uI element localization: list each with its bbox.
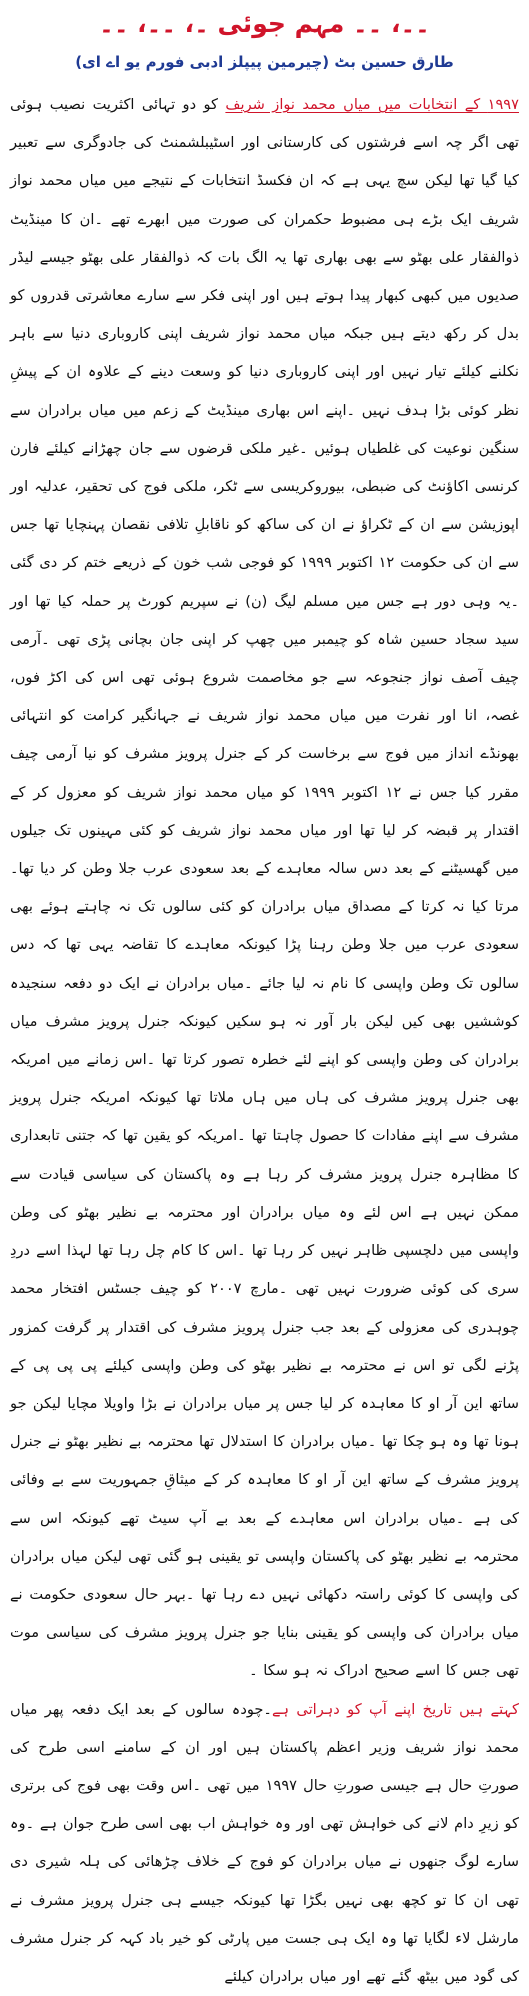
article-byline: طارق حسین بٹ (چیرمین پیپلز ادبی فورم یو اے ای) bbox=[75, 53, 454, 71]
paragraph-1-body: کو دو تہائی اکثریت نصیب ہوئی تھی اگر چہ اسے فرشتوں کی کارستانی اور اسٹیبلشمنٹ کی جادوگری سے تعبیر کیا گیا تھا لیکن سچ یہی ہے کہ ان فکسڈ انتخابات کے نتیجے میں میاں محمد نواز شریف ایک بڑے ہی مضبوط حکمران کی صورت میں ابھرے تھے ۔ان کا مینڈیٹ ذوالفقار علی بھٹو سے بھی بھاری تھا یہ الگ بات کہ ذوالفقار علی بھٹو جیسے لیڈر صدیوں میں کبھی کبھار پیدا ہوتے ہیں اور اپنی فکر سے سارے معاشرتی قدروں کو بدل کر رکھ دیتے ہیں جبکہ میاں محمد نواز شریف اپنی کاروباری دنیا سے باہر نکلنے کیلئے تیار نہیں اور اپنی کاروباری دنیا کو وسعت دینے کے علاوہ ان کے پیشِ نظر کوئی بڑا ہدف نہیں ۔اپنے اس بھاری مینڈیٹ کے زعم میں میاں برادران سے سنگین نوعیت کی غلطیاں ہوئیں ۔غیر ملکی قرضوں سے جان چھڑانے کیلئے فارن کرنسی اکاؤنٹ کی ضبطی، بیوروکریسی سے ٹکر، ملکی فوج کی تحقیر، عدلیہ اور اپوزیشن سے ان کے ٹکراؤ نے ان کی ساکھ کو ناقابلِ تلافی نقصان پہنچایا تھا جس سے ان کی حکومت ۱۲ اکتوبر ۱۹۹۹ کو فوجی شب خون کے ذریعے ختم کر دی گئی ۔یہ وہی دور ہے جس میں مسلم لیگ (ن) نے سپریم کورٹ پر حملہ کیا تھا اور سید سجاد حسین شاہ کو چیمبر میں چھپ کر اپنی جان بچانی پڑی تھی ۔آرمی چیف آصف نواز جنجوعہ سے جو مخاصمت شروع ہوئی تھی اس کی اکڑ فوں، غصہ، انا اور نفرت میں میاں محمد نواز شریف نے جہانگیر کرامت کو انتہائی بھونڈے انداز میں فوج سے برخاست کر کے جنرل پرویز مشرف کو نیا آرمی چیف مقرر کیا جس نے ۱۲ اکتوبر ۱۹۹۹ کو میاں محمد نواز شریف کو معزول کر کے اقتدار پر قبضہ کر لیا تھا اور میاں محمد نواز شریف کو کئی مہینوں تک جیلوں میں گھسیٹنے کے بعد دس سالہ معاہدے کے بعد سعودی عرب جلا وطن کر دیا تھا۔مرتا کیا نہ کرتا کے مصداق میاں برادران کو کئی سالوں تک نہ چاہتے ہوئے بھی سعودی عرب میں جلا وطن رہنا پڑا کیونکہ معاہدے کا تقاضہ یہی تھا کہ دس سالوں تک وطن واپسی کا نام نہ لیا جائے ۔میاں برادران نے ایک دو دفعہ سنجیدہ کوششیں بھی کیں لیکن بار آور نہ ہو سکیں کیونکہ جنرل پرویز مشرف میاں برادران کی وطن واپسی کو اپنے لئے خطرہ تصور کرتا تھا ۔اس زمانے میں امریکہ بھی جنرل پرویز مشرف کی ہاں میں ہاں ملاتا تھا کیونکہ امریکہ جنرل پرویز مشرف سے اپنے مفادات کا حصول چاہتا تھا ۔امریکہ کو یقین تھا کہ جتنی تابعداری کا مظاہرہ جنرل پرویز مشرف کر رہا ہے وہ پاکستان کی سیاسی قیادت سے ممکن نہیں ہے اس لئے وہ میاں برادران اور محترمہ بے نظیر بھٹو کی وطن واپسی میں دلچسپی ظاہر نہیں کر رہا تھا ۔اس کا کام چل رہا تھا لہذا اسے دردِ سری کی کوئی ضرورت نہیں تھی ۔مارچ ۲۰۰۷ کو چیف جسٹس افتخار محمد چوہدری کی معزولی کے بعد جب جنرل پرویز مشرف کی اقتدار پر گرفت کمزور پڑنے لگی تو اس نے محترمہ بے نظیر بھٹو کی وطن واپسی کیلئے پی پی پی کے ساتھ این آر او کا معاہدہ کر لیا جس پر میاں برادران نے بڑا واویلا مچایا لیکن جو ہونا تھا وہ ہو چکا تھا ۔میاں برادران کا استدلال تھا محترمہ بے نظیر بھٹو نے جنرل پرویز مشرف کے ساتھ این آر او کا معاہدہ کر کے میثاقِ جمہوریت سے بے وفائی کی ہے ۔میاں برادران اس معاہدے کے بعد بے آپ سیٹ تھے کیونکہ اس سے محترمہ بے نظیر بھٹو کی پاکستان واپسی تو یقینی ہو گئی تھی لیکن میاں برادران کی واپسی کا کوئی راستہ دکھائی نہیں دے رہا تھا ۔بہر حال سعودی حکومت نے میاں برادران کی واپسی کو یقینی بنایا جو جنرل پرویز مشرف کی سیاسی موت تھی جس کا اسے صحیح ادراک نہ ہو سکا ۔ bbox=[10, 96, 519, 1680]
article-paragraph-2 bbox=[10, 1691, 519, 1996]
paragraph-2-lead: کہتے ہیں تاریخ اپنے آپ کو دہراتی ہے bbox=[271, 1700, 519, 1718]
article-title: ۔۔، ۔۔ مہم جوئی ۔، ۔۔، ۔۔ bbox=[99, 9, 430, 38]
paragraph-2-body: ۔چودہ سالوں کے بعد ایک دفعہ پھر میاں محمد نواز شریف وزیر اعظم پاکستان ہیں اور ان کے سامنے اسی طرح کی صورتِ حال ہے جیسی صورتِ حال ۱۹۹۷ میں تھی ۔اس وقت بھی فوج کی برتری کو زیرِ دام لانے کی خواہش تھی اور وہ خواہش اب بھی اسی طرح جوان ہے ۔وہ سارے لوگ جنھوں نے میاں برادران کو فوج کے خلاف چڑھائی کی ہلہ شیری دی تھی ان کا تو کچھ بھی نہیں بگڑا تھا کیونکہ جیسے ہی جنرل پرویز مشرف نے مارشل لاء لگایا تھا وہ ایک ہی جست میں پارٹی کو خیر باد کہہ کر جنرل مشرف کی گود میں بیٹھ گئے تھے اور میاں برادران کیلئے bbox=[10, 1700, 519, 1985]
paragraph-1-lead: ۱۹۹۷ کے انتخابات میں میاں محمد نواز شریف bbox=[225, 96, 519, 113]
article-paragraph-1 bbox=[10, 86, 519, 1691]
